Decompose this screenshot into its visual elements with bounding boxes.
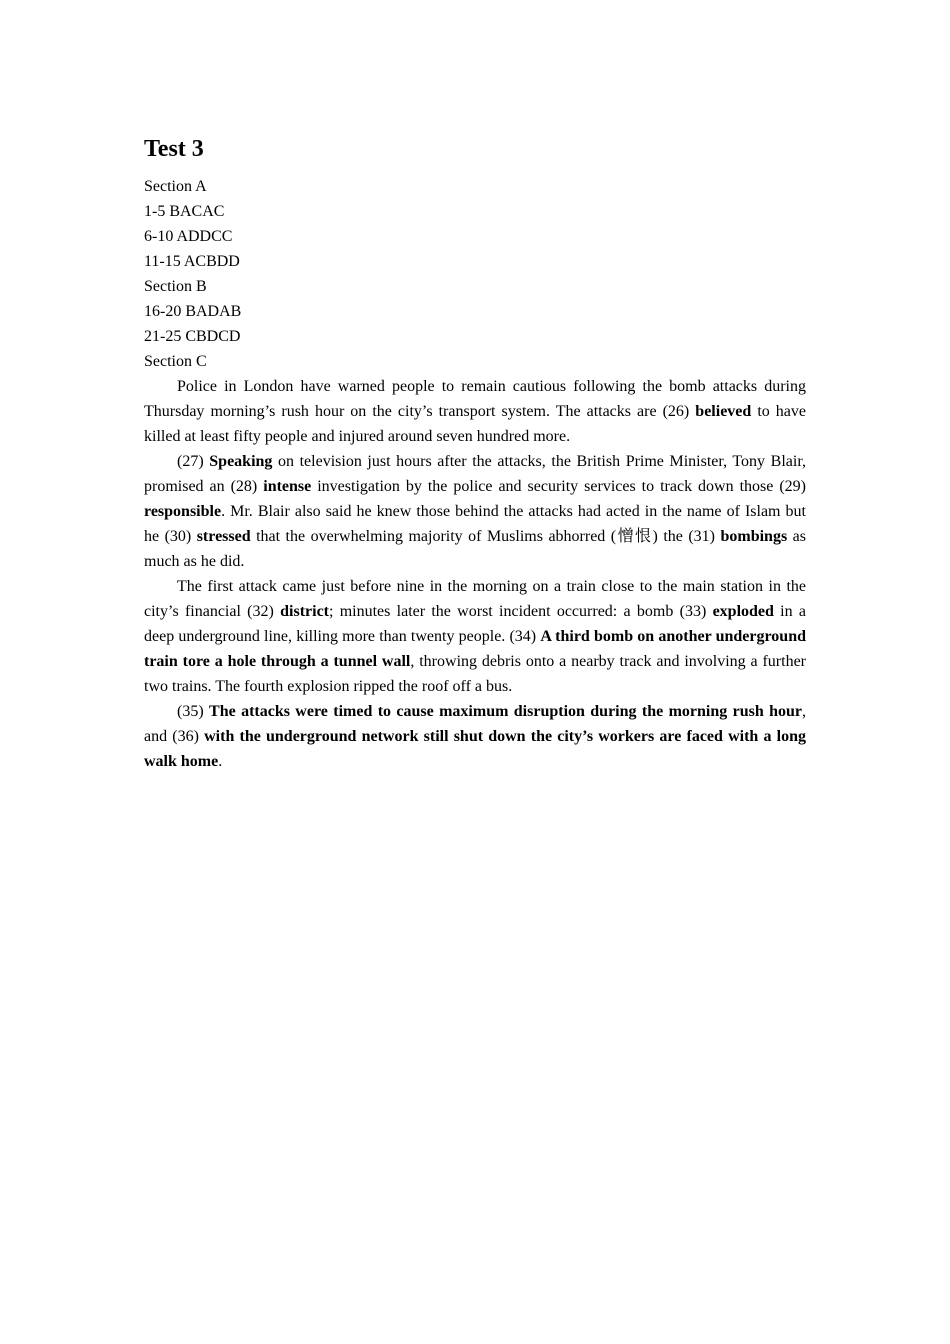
answer-30: stressed bbox=[196, 528, 251, 545]
answer-28: intense bbox=[263, 478, 312, 495]
section-b-heading: Section B bbox=[144, 278, 207, 295]
answer-32: district bbox=[280, 603, 329, 620]
answer-line-11-15: 11-15 ACBDD bbox=[144, 253, 240, 270]
section-c-heading: Section C bbox=[144, 353, 207, 370]
text-run: as much as he did. bbox=[144, 528, 806, 570]
answer-33: exploded bbox=[712, 603, 774, 620]
answer-line-21-25: 21-25 CBDCD bbox=[144, 328, 241, 345]
passage-paragraph-1 bbox=[144, 374, 806, 449]
answer-line-1-5: 1-5 BACAC bbox=[144, 203, 225, 220]
answer-31: bombings bbox=[720, 528, 788, 545]
text-run: ; minutes later the worst incident occurred: a bomb (33) bbox=[329, 603, 713, 620]
answer-line-6-10: 6-10 ADDCC bbox=[144, 228, 233, 245]
text-run: , throwing debris onto a nearby track and involving a further two trains. The fourth explosion ripped the roof off a bus. bbox=[144, 653, 807, 695]
answer-36: with the underground network still shut down the city’s workers are faced with a long walk home bbox=[144, 728, 807, 770]
section-a-heading: Section A bbox=[144, 178, 207, 195]
passage-paragraph-4 bbox=[144, 699, 806, 774]
text-run: Police in London have warned people to remain cautious following the bomb attacks during Thursday morning’s rush hour on the city’s transport system. The attacks are (26) bbox=[144, 378, 806, 420]
answer-34: A third bomb on another underground train tore a hole through a tunnel wall bbox=[144, 628, 807, 670]
text-run: (27) bbox=[177, 453, 210, 470]
document-page bbox=[144, 133, 806, 774]
text-run: on television just hours after the attacks, the British Prime Minister, Tony Blair, promised an (28) bbox=[144, 453, 807, 495]
text-run: . Mr. Blair also said he knew those behind the attacks had acted in the name of Islam but he (30) bbox=[144, 503, 806, 545]
answer-27: Speaking bbox=[209, 453, 273, 470]
text-run: to have killed at least fifty people and injured around seven hundred more. bbox=[144, 403, 806, 445]
answer-29: responsible bbox=[144, 503, 222, 520]
passage-paragraph-3 bbox=[144, 574, 806, 699]
text-run: (35) bbox=[177, 703, 210, 720]
text-run: in a deep underground line, killing more than twenty people. (34) bbox=[144, 603, 807, 645]
passage-paragraph-2 bbox=[144, 449, 806, 574]
text-run: , and (36) bbox=[144, 703, 807, 745]
answer-line-16-20: 16-20 BADAB bbox=[144, 303, 242, 320]
text-run: The first attack came just before nine in the morning on a train close to the main station in the city’s financial (32) bbox=[144, 578, 806, 620]
text-run: . bbox=[218, 753, 223, 770]
answer-26: believed bbox=[695, 403, 752, 420]
text-run: that the overwhelming majority of Muslims abhorred (憎恨) the (31) bbox=[250, 528, 721, 545]
document-title: Test 3 bbox=[144, 136, 204, 162]
answer-35: The attacks were timed to cause maximum disruption during the morning rush hour bbox=[209, 703, 803, 720]
text-run: investigation by the police and security services to track down those (29) bbox=[311, 478, 806, 495]
